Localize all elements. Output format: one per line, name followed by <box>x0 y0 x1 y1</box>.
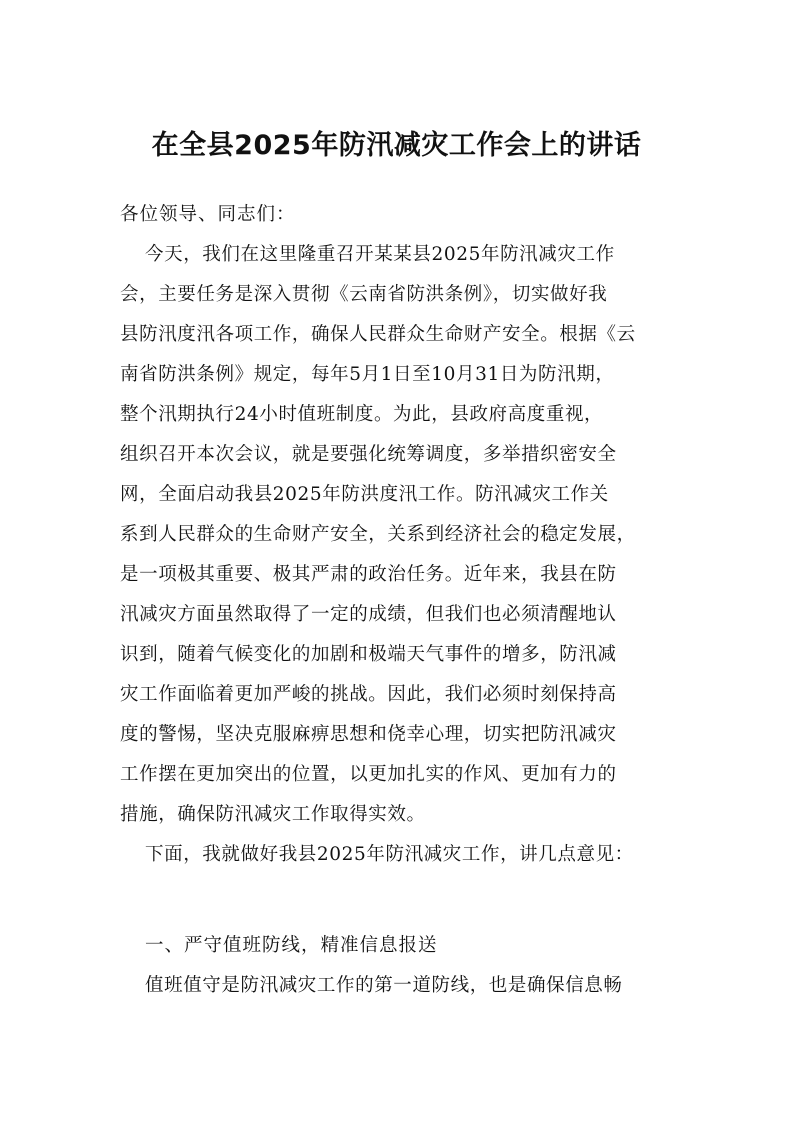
paragraph-line: 是一项极其重要、极其严肃的政治任务。近年来，我县在防 <box>120 564 617 585</box>
paragraph-line: 网，全面启动我县2025年防洪度汛工作。防汛减灾工作关 <box>120 484 609 505</box>
document-title: 在全县2025年防汛减灾工作会上的讲话 <box>151 130 642 161</box>
paragraph-line: 今天，我们在这里隆重召开某某县2025年防汛减灾工作 <box>145 244 615 265</box>
section-heading: 一、严守值班防线，精准信息报送 <box>145 935 438 956</box>
paragraph-line: 汛减灾方面虽然取得了一定的成绩，但我们也必须清醒地认 <box>120 604 617 625</box>
paragraph-line: 县防汛度汛各项工作，确保人民群众生命财产安全。根据《云 <box>120 324 636 345</box>
paragraph-line: 南省防洪条例》规定，每年5月1日至10月31日为防汛期， <box>120 364 615 385</box>
paragraph-line: 组织召开本次会议，就是要强化统筹调度，多举措织密安全 <box>120 444 617 465</box>
salutation: 各位领导、同志们： <box>120 204 296 225</box>
paragraph-line: 度的警惕，坚决克服麻痹思想和侥幸心理，切实把防汛减灾 <box>120 724 617 745</box>
paragraph-line: 识到，随着气候变化的加剧和极端天气事件的增多，防汛减 <box>120 644 617 665</box>
paragraph-line: 灾工作面临着更加严峻的挑战。因此，我们必须时刻保持高 <box>120 684 617 705</box>
paragraph-line: 整个汛期执行24小时值班制度。为此，县政府高度重视， <box>120 404 604 425</box>
paragraph-line: 措施，确保防汛减灾工作取得实效。 <box>120 804 426 825</box>
paragraph-line: 会，主要任务是深入贯彻《云南省防洪条例》，切实做好我 <box>120 284 608 305</box>
section-paragraph-line: 值班值守是防汛减灾工作的第一道防线，也是确保信息畅 <box>145 975 623 996</box>
paragraph-line: 工作摆在更加突出的位置，以更加扎实的作风、更加有力的 <box>120 764 617 785</box>
paragraph-2: 下面，我就做好我县2025年防汛减灾工作，讲几点意见： <box>145 844 634 865</box>
paragraph-line: 系到人民群众的生命财产安全，关系到经济社会的稳定发展， <box>120 524 636 545</box>
